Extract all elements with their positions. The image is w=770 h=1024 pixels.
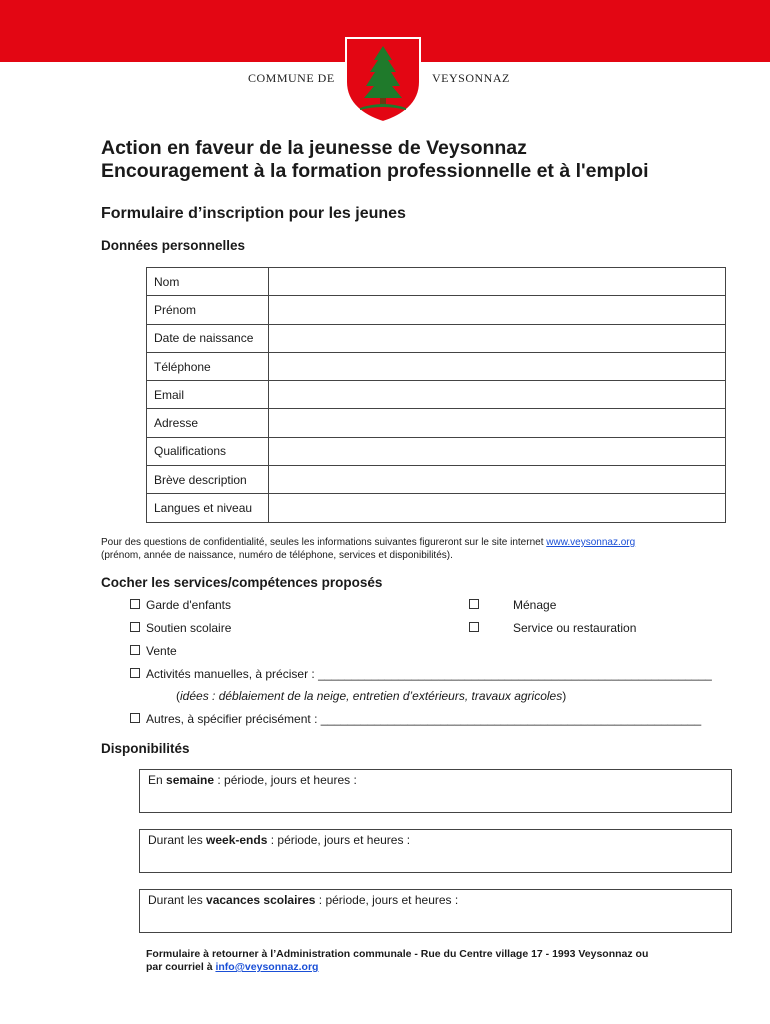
checkbox-restauration[interactable]: [469, 622, 479, 632]
field-label-telephone: Téléphone: [147, 352, 269, 380]
activities-hint-text: idées : déblaiement de la neige, entretien d’extérieurs, travaux agricoles: [180, 689, 563, 703]
table-row: [147, 466, 726, 494]
activities-hint: (idées : déblaiement de la neige, entretien d’extérieurs, travaux agricoles): [176, 689, 567, 703]
service-label: Service ou restauration: [513, 621, 637, 635]
field-label-nom: Nom: [147, 268, 269, 296]
page-title: [101, 137, 649, 183]
service-menage: [469, 598, 556, 612]
table-row: [147, 268, 726, 296]
personal-data-table: [146, 267, 726, 523]
return-instructions: [146, 948, 648, 974]
title-line-2: Encouragement à la formation professionnelle et à l'emploi: [101, 160, 649, 182]
availability-weekend-field[interactable]: Durant les week-ends : période, jours et heures :: [139, 829, 732, 873]
availability-vacances-field[interactable]: Durant les vacances scolaires : période, jours et heures :: [139, 889, 732, 933]
field-input-adresse[interactable]: [269, 409, 726, 437]
privacy-text-2: (prénom, année de naissance, numéro de téléphone, services et disponibilités).: [101, 550, 453, 561]
email-link[interactable]: info@veysonnaz.org: [215, 961, 319, 973]
checkbox-vente[interactable]: [130, 645, 140, 655]
table-row: [147, 352, 726, 380]
commune-crest-logo: [344, 36, 422, 124]
service-garde-enfants: [130, 598, 231, 612]
field-label-adresse: Adresse: [147, 409, 269, 437]
commune-label-left: COMMUNE DE: [248, 71, 335, 85]
service-vente: [130, 644, 177, 658]
website-link[interactable]: www.veysonnaz.org: [546, 537, 636, 548]
title-line-1: Action en faveur de la jeunesse de Veysonnaz: [101, 137, 527, 159]
field-input-telephone[interactable]: [269, 352, 726, 380]
service-label: Activités manuelles, à préciser : ___________________________________________________________: [146, 667, 712, 681]
services-heading: Cocher les services/compétences proposés: [101, 575, 383, 590]
checkbox-menage[interactable]: [469, 599, 479, 609]
privacy-notice: [101, 536, 741, 562]
checkbox-activites-manuelles[interactable]: [130, 668, 140, 678]
form-subtitle: Formulaire d’inscription pour les jeunes: [101, 205, 406, 222]
field-input-description[interactable]: [269, 466, 726, 494]
field-input-langues[interactable]: [269, 494, 726, 522]
field-label-email: Email: [147, 381, 269, 409]
field-input-email[interactable]: [269, 381, 726, 409]
table-row: [147, 409, 726, 437]
field-label-prenom: Prénom: [147, 296, 269, 324]
table-row: [147, 324, 726, 352]
table-row: [147, 494, 726, 522]
privacy-text-1: Pour des questions de confidentialité, seules les informations suivantes figureront sur le site internet: [101, 537, 547, 548]
field-label-description: Brève description: [147, 466, 269, 494]
service-label: Garde d'enfants: [146, 598, 232, 612]
checkbox-soutien-scolaire[interactable]: [130, 622, 140, 632]
service-restauration: [469, 621, 636, 635]
table-row: [147, 437, 726, 465]
availability-heading: Disponibilités: [101, 741, 190, 756]
table-row: [147, 296, 726, 324]
service-label: Soutien scolaire: [146, 621, 232, 635]
field-input-qualifications[interactable]: [269, 437, 726, 465]
service-soutien-scolaire: [130, 621, 231, 635]
service-label: Ménage: [513, 598, 557, 612]
service-autres: [130, 712, 701, 726]
field-input-prenom[interactable]: [269, 296, 726, 324]
field-input-date-naissance[interactable]: [269, 324, 726, 352]
field-label-date-naissance: Date de naissance: [147, 324, 269, 352]
personal-data-heading: Données personnelles: [101, 238, 246, 253]
checkbox-garde-enfants[interactable]: [130, 599, 140, 609]
service-label: Autres, à spécifier précisément : _________________________________________________________: [146, 712, 702, 726]
table-row: [147, 381, 726, 409]
service-activites-manuelles: [130, 667, 712, 681]
service-label: Vente: [146, 644, 177, 658]
field-input-nom[interactable]: [269, 268, 726, 296]
field-label-langues: Langues et niveau: [147, 494, 269, 522]
commune-label-right: VEYSONNAZ: [432, 71, 510, 85]
footer-line-1: Formulaire à retourner à l’Administration communale - Rue du Centre village 17 - 1993 Veysonnaz ou: [146, 948, 649, 960]
footer-line-2: par courriel à info@veysonnaz.org: [146, 961, 319, 973]
availability-semaine-field[interactable]: En semaine : période, jours et heures :: [139, 769, 732, 813]
field-label-qualifications: Qualifications: [147, 437, 269, 465]
checkbox-autres[interactable]: [130, 713, 140, 723]
